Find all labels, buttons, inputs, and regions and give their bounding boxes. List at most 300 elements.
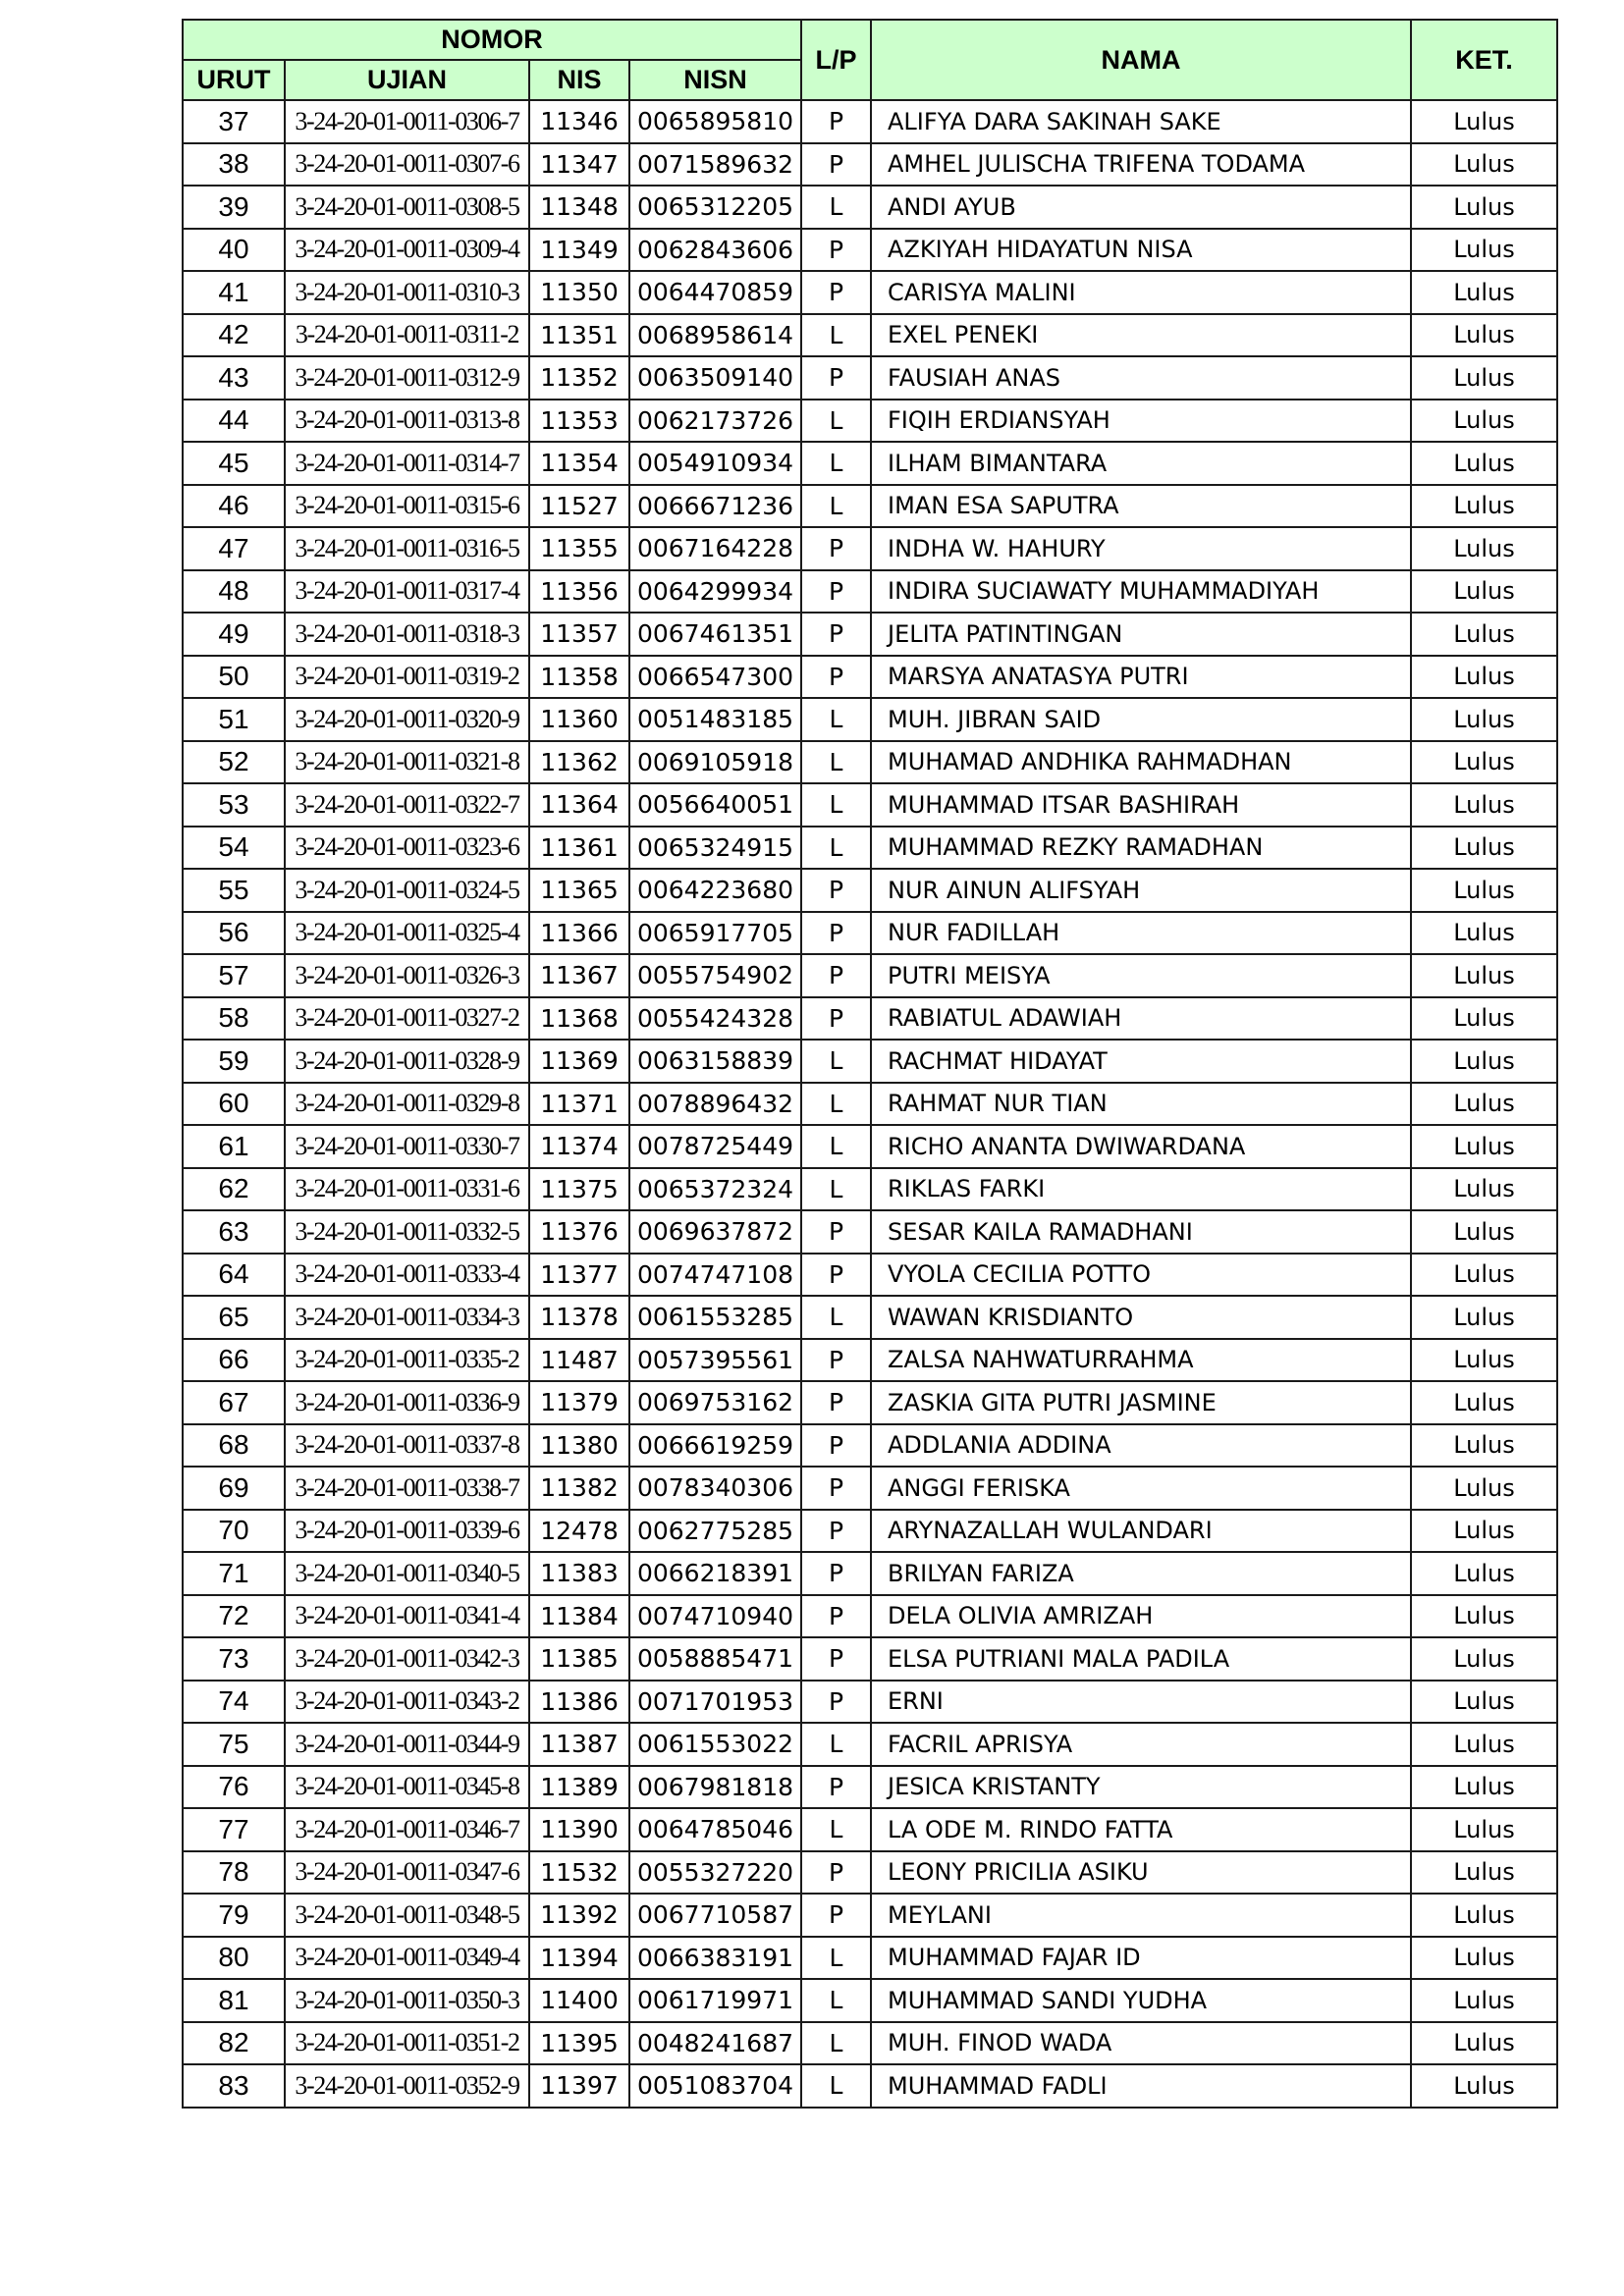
cell-nis: 11395 [529,2022,629,2065]
cell-nama: MARSYA ANATASYA PUTRI [871,656,1411,699]
cell-ujian: 3-24-20-01-0011-0335-2 [285,1339,529,1382]
cell-nis: 11365 [529,869,629,912]
cell-lp: P [801,527,871,570]
cell-nama: MUH. FINOD WADA [871,2022,1411,2065]
cell-nis: 11369 [529,1040,629,1083]
cell-nis: 11348 [529,186,629,229]
table-row [183,485,1557,528]
cell-nisn: 0069637872 [629,1210,801,1254]
cell-ket: Lulus [1411,271,1557,314]
cell-nis: 11367 [529,954,629,997]
cell-nisn: 0062775285 [629,1510,801,1553]
cell-ket: Lulus [1411,698,1557,741]
cell-nama: MUHAMAD ANDHIKA RAHMADHAN [871,741,1411,784]
cell-nis: 11352 [529,356,629,400]
cell-nama: ANDI AYUB [871,186,1411,229]
cell-ket: Lulus [1411,1381,1557,1424]
cell-nama: MUH. JIBRAN SAID [871,698,1411,741]
cell-nisn: 0071589632 [629,143,801,187]
cell-nis: 11532 [529,1851,629,1895]
cell-lp: P [801,1210,871,1254]
cell-urut: 59 [183,1040,285,1083]
cell-lp: P [801,912,871,955]
table-row [183,997,1557,1041]
cell-urut: 40 [183,229,285,272]
table-row [183,527,1557,570]
table-row [183,1894,1557,1937]
cell-ujian: 3-24-20-01-0011-0317-4 [285,570,529,614]
cell-nis: 11353 [529,400,629,443]
cell-nisn: 0069753162 [629,1381,801,1424]
cell-nis: 11389 [529,1766,629,1809]
cell-nama: JESICA KRISTANTY [871,1766,1411,1809]
cell-ket: Lulus [1411,1467,1557,1510]
cell-lp: L [801,314,871,357]
cell-ket: Lulus [1411,1637,1557,1681]
cell-nisn: 0057395561 [629,1339,801,1382]
cell-urut: 51 [183,698,285,741]
cell-ket: Lulus [1411,613,1557,656]
cell-nis: 11357 [529,613,629,656]
cell-ujian: 3-24-20-01-0011-0319-2 [285,656,529,699]
table-row [183,954,1557,997]
cell-nisn: 0064470859 [629,271,801,314]
cell-ket: Lulus [1411,1125,1557,1168]
cell-ujian: 3-24-20-01-0011-0332-5 [285,1210,529,1254]
cell-nisn: 0065917705 [629,912,801,955]
cell-nama: JELITA PATINTINGAN [871,613,1411,656]
cell-ket: Lulus [1411,2064,1557,2108]
cell-lp: P [801,1254,871,1297]
cell-ujian: 3-24-20-01-0011-0321-8 [285,741,529,784]
cell-nis: 11346 [529,100,629,143]
cell-lp: P [801,997,871,1041]
cell-nisn: 0067461351 [629,613,801,656]
cell-urut: 50 [183,656,285,699]
cell-urut: 68 [183,1424,285,1468]
cell-urut: 60 [183,1083,285,1126]
cell-nis: 11351 [529,314,629,357]
cell-ujian: 3-24-20-01-0011-0329-8 [285,1083,529,1126]
cell-ujian: 3-24-20-01-0011-0314-7 [285,442,529,485]
cell-ujian: 3-24-20-01-0011-0343-2 [285,1681,529,1724]
cell-nama: BRILYAN FARIZA [871,1552,1411,1595]
cell-urut: 55 [183,869,285,912]
cell-urut: 47 [183,527,285,570]
cell-nisn: 0064785046 [629,1808,801,1851]
cell-urut: 69 [183,1467,285,1510]
cell-nis: 11383 [529,1552,629,1595]
cell-urut: 67 [183,1381,285,1424]
cell-ujian: 3-24-20-01-0011-0348-5 [285,1894,529,1937]
cell-ket: Lulus [1411,912,1557,955]
cell-nama: RABIATUL ADAWIAH [871,997,1411,1041]
cell-nisn: 0066547300 [629,656,801,699]
table-row [183,186,1557,229]
cell-ket: Lulus [1411,1766,1557,1809]
table-row [183,442,1557,485]
cell-urut: 48 [183,570,285,614]
table-row [183,1637,1557,1681]
cell-nisn: 0078725449 [629,1125,801,1168]
header-urut: URUT [183,60,285,100]
cell-nisn: 0067981818 [629,1766,801,1809]
cell-nis: 11385 [529,1637,629,1681]
cell-urut: 61 [183,1125,285,1168]
cell-ujian: 3-24-20-01-0011-0350-3 [285,1979,529,2022]
cell-nis: 11527 [529,485,629,528]
cell-ket: Lulus [1411,783,1557,827]
cell-ket: Lulus [1411,1595,1557,1638]
cell-urut: 46 [183,485,285,528]
table-row [183,100,1557,143]
cell-nis: 11347 [529,143,629,187]
table-row [183,2022,1557,2065]
cell-nama: ALIFYA DARA SAKINAH SAKE [871,100,1411,143]
cell-lp: L [801,1125,871,1168]
cell-nisn: 0055327220 [629,1851,801,1895]
cell-nama: IMAN ESA SAPUTRA [871,485,1411,528]
cell-nisn: 0067164228 [629,527,801,570]
cell-nisn: 0048241687 [629,2022,801,2065]
cell-urut: 71 [183,1552,285,1595]
cell-lp: P [801,143,871,187]
cell-ket: Lulus [1411,1851,1557,1895]
cell-lp: L [801,1937,871,1980]
cell-ket: Lulus [1411,229,1557,272]
cell-ujian: 3-24-20-01-0011-0339-6 [285,1510,529,1553]
cell-ket: Lulus [1411,1894,1557,1937]
cell-nama: SESAR KAILA RAMADHANI [871,1210,1411,1254]
cell-nama: MUHAMMAD FAJAR ID [871,1937,1411,1980]
cell-nis: 11362 [529,741,629,784]
cell-nis: 11375 [529,1168,629,1211]
table-row [183,912,1557,955]
cell-nama: ILHAM BIMANTARA [871,442,1411,485]
cell-nis: 11384 [529,1595,629,1638]
cell-nama: LEONY PRICILIA ASIKU [871,1851,1411,1895]
cell-nisn: 0062173726 [629,400,801,443]
table-row [183,1168,1557,1211]
cell-nisn: 0063158839 [629,1040,801,1083]
cell-ket: Lulus [1411,1723,1557,1766]
cell-nama: CARISYA MALINI [871,271,1411,314]
table-row [183,1552,1557,1595]
cell-urut: 41 [183,271,285,314]
cell-lp: P [801,1766,871,1809]
cell-nama: ARYNAZALLAH WULANDARI [871,1510,1411,1553]
cell-urut: 56 [183,912,285,955]
cell-urut: 45 [183,442,285,485]
student-results-table [182,19,1558,2109]
cell-ujian: 3-24-20-01-0011-0311-2 [285,314,529,357]
cell-nama: DELA OLIVIA AMRIZAH [871,1595,1411,1638]
table-row [183,1424,1557,1468]
cell-nisn: 0066619259 [629,1424,801,1468]
cell-nis: 11390 [529,1808,629,1851]
cell-ket: Lulus [1411,869,1557,912]
cell-ket: Lulus [1411,186,1557,229]
table-row [183,698,1557,741]
cell-nisn: 0065372324 [629,1168,801,1211]
cell-nis: 11350 [529,271,629,314]
cell-nisn: 0066671236 [629,485,801,528]
cell-nis: 11377 [529,1254,629,1297]
cell-urut: 53 [183,783,285,827]
cell-ket: Lulus [1411,1040,1557,1083]
table-row [183,1296,1557,1339]
table-row [183,1681,1557,1724]
cell-ujian: 3-24-20-01-0011-0306-7 [285,100,529,143]
cell-ujian: 3-24-20-01-0011-0333-4 [285,1254,529,1297]
cell-nama: FACRIL APRISYA [871,1723,1411,1766]
table-row [183,143,1557,187]
cell-urut: 65 [183,1296,285,1339]
cell-ket: Lulus [1411,741,1557,784]
cell-ket: Lulus [1411,570,1557,614]
cell-ujian: 3-24-20-01-0011-0322-7 [285,783,529,827]
table-row [183,229,1557,272]
cell-ujian: 3-24-20-01-0011-0315-6 [285,485,529,528]
cell-nis: 11354 [529,442,629,485]
cell-nama: ADDLANIA ADDINA [871,1424,1411,1468]
cell-urut: 58 [183,997,285,1041]
cell-nama: RAHMAT NUR TIAN [871,1083,1411,1126]
cell-nisn: 0065895810 [629,100,801,143]
cell-nis: 11355 [529,527,629,570]
cell-lp: P [801,869,871,912]
cell-ket: Lulus [1411,1168,1557,1211]
cell-nis: 11366 [529,912,629,955]
cell-nis: 11380 [529,1424,629,1468]
cell-urut: 80 [183,1937,285,1980]
cell-ujian: 3-24-20-01-0011-0324-5 [285,869,529,912]
cell-nisn: 0063509140 [629,356,801,400]
cell-ujian: 3-24-20-01-0011-0337-8 [285,1424,529,1468]
cell-lp: P [801,1467,871,1510]
cell-ujian: 3-24-20-01-0011-0349-4 [285,1937,529,1980]
cell-ujian: 3-24-20-01-0011-0328-9 [285,1040,529,1083]
cell-nis: 11374 [529,1125,629,1168]
cell-ket: Lulus [1411,314,1557,357]
cell-urut: 44 [183,400,285,443]
cell-urut: 82 [183,2022,285,2065]
cell-nis: 11376 [529,1210,629,1254]
cell-ujian: 3-24-20-01-0011-0342-3 [285,1637,529,1681]
cell-lp: L [801,1808,871,1851]
cell-nama: ERNI [871,1681,1411,1724]
table-row [183,869,1557,912]
cell-ujian: 3-24-20-01-0011-0308-5 [285,186,529,229]
table-row [183,1808,1557,1851]
header-ket: KET. [1411,20,1557,100]
cell-lp: P [801,1894,871,1937]
cell-lp: L [801,2022,871,2065]
header-row-top [183,20,1557,60]
cell-urut: 38 [183,143,285,187]
cell-lp: L [801,1040,871,1083]
cell-urut: 77 [183,1808,285,1851]
cell-ket: Lulus [1411,1552,1557,1595]
cell-nisn: 0061553285 [629,1296,801,1339]
cell-nisn: 0066383191 [629,1937,801,1980]
table-row [183,1766,1557,1809]
cell-ujian: 3-24-20-01-0011-0341-4 [285,1595,529,1638]
table-row [183,400,1557,443]
cell-nisn: 0058885471 [629,1637,801,1681]
cell-ket: Lulus [1411,442,1557,485]
cell-ujian: 3-24-20-01-0011-0312-9 [285,356,529,400]
cell-urut: 63 [183,1210,285,1254]
cell-ujian: 3-24-20-01-0011-0316-5 [285,527,529,570]
cell-lp: L [801,1168,871,1211]
cell-ujian: 3-24-20-01-0011-0320-9 [285,698,529,741]
cell-urut: 52 [183,741,285,784]
table-row [183,1339,1557,1382]
cell-nisn: 0066218391 [629,1552,801,1595]
cell-nisn: 0069105918 [629,741,801,784]
cell-nisn: 0062843606 [629,229,801,272]
cell-lp: L [801,783,871,827]
cell-nama: RACHMAT HIDAYAT [871,1040,1411,1083]
cell-ujian: 3-24-20-01-0011-0309-4 [285,229,529,272]
cell-nama: MUHAMMAD FADLI [871,2064,1411,2108]
cell-nama: MUHAMMAD REZKY RAMADHAN [871,827,1411,870]
cell-urut: 66 [183,1339,285,1382]
table-row [183,1979,1557,2022]
cell-nis: 11360 [529,698,629,741]
cell-nisn: 0067710587 [629,1894,801,1937]
cell-nama: MEYLANI [871,1894,1411,1937]
cell-nis: 11371 [529,1083,629,1126]
table-row [183,271,1557,314]
table-row [183,1210,1557,1254]
cell-ujian: 3-24-20-01-0011-0352-9 [285,2064,529,2108]
cell-ket: Lulus [1411,527,1557,570]
cell-ujian: 3-24-20-01-0011-0318-3 [285,613,529,656]
cell-urut: 78 [183,1851,285,1895]
table-header [183,20,1557,100]
table-row [183,1254,1557,1297]
cell-nisn: 0065324915 [629,827,801,870]
cell-urut: 75 [183,1723,285,1766]
cell-urut: 57 [183,954,285,997]
cell-urut: 62 [183,1168,285,1211]
cell-lp: P [801,1381,871,1424]
cell-ket: Lulus [1411,1210,1557,1254]
cell-lp: P [801,1637,871,1681]
cell-nama: NUR AINUN ALIFSYAH [871,869,1411,912]
cell-ket: Lulus [1411,1296,1557,1339]
cell-nama: INDHA W. HAHURY [871,527,1411,570]
cell-nisn: 0078340306 [629,1467,801,1510]
cell-ujian: 3-24-20-01-0011-0351-2 [285,2022,529,2065]
cell-nisn: 0078896432 [629,1083,801,1126]
cell-nis: 11392 [529,1894,629,1937]
cell-nama: ELSA PUTRIANI MALA PADILA [871,1637,1411,1681]
cell-nama: VYOLA CECILIA POTTO [871,1254,1411,1297]
cell-lp: L [801,741,871,784]
cell-nisn: 0068958614 [629,314,801,357]
cell-lp: P [801,1552,871,1595]
cell-ujian: 3-24-20-01-0011-0310-3 [285,271,529,314]
cell-nama: FAUSIAH ANAS [871,356,1411,400]
cell-nisn: 0074710940 [629,1595,801,1638]
table-row [183,1381,1557,1424]
cell-urut: 70 [183,1510,285,1553]
cell-lp: L [801,400,871,443]
cell-lp: P [801,100,871,143]
cell-nama: AMHEL JULISCHA TRIFENA TODAMA [871,143,1411,187]
cell-urut: 37 [183,100,285,143]
table-row [183,570,1557,614]
table-row [183,656,1557,699]
cell-ujian: 3-24-20-01-0011-0345-8 [285,1766,529,1809]
cell-ujian: 3-24-20-01-0011-0340-5 [285,1552,529,1595]
cell-ket: Lulus [1411,954,1557,997]
cell-nama: EXEL PENEKI [871,314,1411,357]
cell-nama: PUTRI MEISYA [871,954,1411,997]
cell-nis: 11349 [529,229,629,272]
table-row [183,613,1557,656]
cell-lp: P [801,613,871,656]
cell-nama: FIQIH ERDIANSYAH [871,400,1411,443]
cell-nama: AZKIYAH HIDAYATUN NISA [871,229,1411,272]
cell-nis: 11379 [529,1381,629,1424]
cell-nis: 12478 [529,1510,629,1553]
cell-nis: 11397 [529,2064,629,2108]
cell-ujian: 3-24-20-01-0011-0338-7 [285,1467,529,1510]
cell-ket: Lulus [1411,1424,1557,1468]
cell-nama: INDIRA SUCIAWATY MUHAMMADIYAH [871,570,1411,614]
cell-urut: 81 [183,1979,285,2022]
cell-ket: Lulus [1411,1083,1557,1126]
table-row [183,356,1557,400]
cell-lp: L [801,1979,871,2022]
cell-ket: Lulus [1411,143,1557,187]
cell-nis: 11487 [529,1339,629,1382]
cell-nisn: 0055424328 [629,997,801,1041]
cell-nis: 11361 [529,827,629,870]
cell-lp: P [801,1339,871,1382]
cell-nisn: 0056640051 [629,783,801,827]
cell-lp: L [801,186,871,229]
header-nisn: NISN [629,60,801,100]
cell-nisn: 0055754902 [629,954,801,997]
cell-ujian: 3-24-20-01-0011-0346-7 [285,1808,529,1851]
cell-ket: Lulus [1411,1937,1557,1980]
cell-ujian: 3-24-20-01-0011-0325-4 [285,912,529,955]
cell-ujian: 3-24-20-01-0011-0330-7 [285,1125,529,1168]
cell-nama: NUR FADILLAH [871,912,1411,955]
cell-urut: 54 [183,827,285,870]
table-row [183,2064,1557,2108]
cell-nis: 11358 [529,656,629,699]
cell-nis: 11368 [529,997,629,1041]
cell-lp: P [801,1424,871,1468]
cell-nama: WAWAN KRISDIANTO [871,1296,1411,1339]
cell-ujian: 3-24-20-01-0011-0323-6 [285,827,529,870]
cell-lp: L [801,442,871,485]
cell-urut: 49 [183,613,285,656]
cell-urut: 83 [183,2064,285,2108]
table-row [183,783,1557,827]
cell-ket: Lulus [1411,1339,1557,1382]
cell-urut: 64 [183,1254,285,1297]
cell-nisn: 0074747108 [629,1254,801,1297]
cell-lp: P [801,229,871,272]
cell-nama: ANGGI FERISKA [871,1467,1411,1510]
